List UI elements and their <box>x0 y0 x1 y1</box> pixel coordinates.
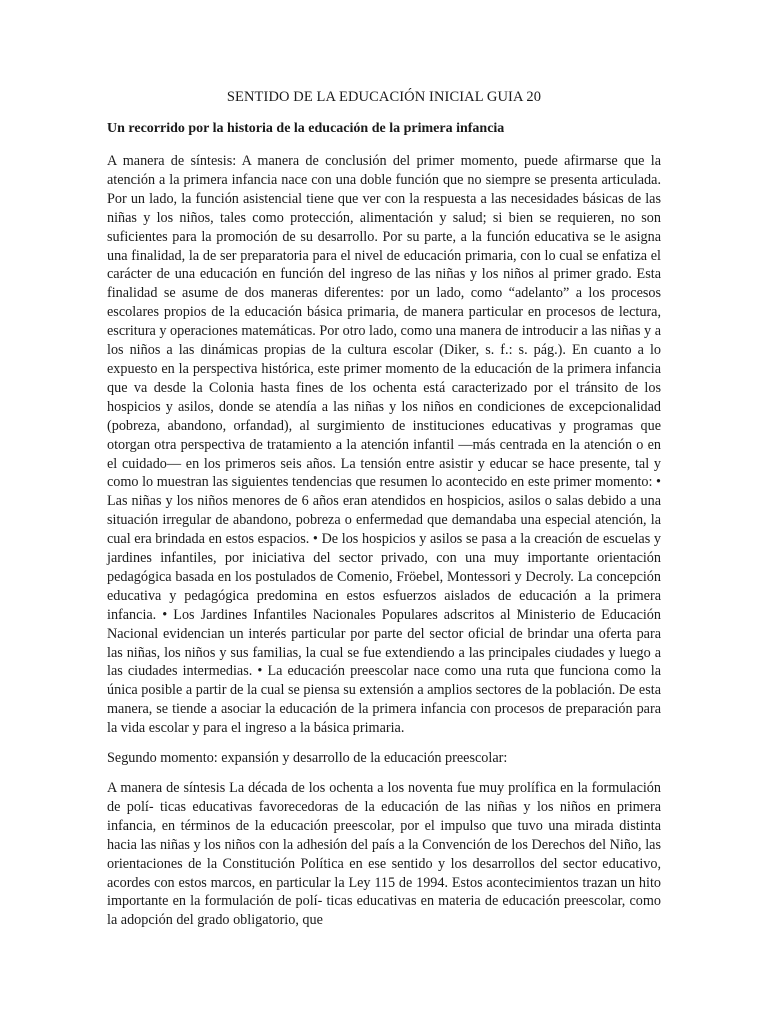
paragraph-second-moment-summary: A manera de síntesis La década de los ochenta a los noventa fue muy prolífica en la formulación de polí- ticas educativas favorecedoras de la educación de las niñas y los niños en primera infancia, en términos de la educación preescolar, por el impulso que tuvo una mirada distinta hacia las niñas y los niños con la adhesión del país a la Convención de los Derechos del Niño, las orientaciones de la Constitución Política en ese sentido y los desarrollos del sector educativo, acordes con estos marcos, en particular la Ley 115 de 1994. Estos acontecimientos trazan un hito importante en la formulación de polí- ticas educativas en materia de educación preescolar, como la adopción del grado obligatorio, que <box>107 780 661 929</box>
paragraph-first-moment-summary: A manera de síntesis: A manera de conclusión del primer momento, puede afirmarse que la atención a la primera infancia nace con una doble función que no siempre se presenta articulada. Por un lado, la función asistencial tiene que ver con la respuesta a las necesidades básicas de las niñas y los niños, tales como protección, alimentación y salud; si bien se requieren, no son suficientes para la promoción de su desarrollo. Por su parte, a la función educativa se le asigna una finalidad, la de ser preparatoria para el nivel de educación primaria, con lo cual se enfatiza el carácter de una educación en función del ingreso de las niñas y los niños al primer grado. Esta finalidad se asume de dos maneras diferentes: por un lado, como “adelanto” a los procesos escolares propios de la educación básica primaria, de manera particular en procesos de lectura, escritura y operaciones matemáticas. Por otro lado, como una manera de introducir a las niñas y a los niños a las dinámicas propias de la cultura escolar (Diker, s. f.: s. pág.). En cuanto a lo expuesto en la perspectiva histórica, este primer momento de la educación de la primera infancia que va desde la Colonia hasta fines de los ochenta está caracterizado por el tránsito de los hospicios y asilos, donde se atendía a las niñas y los niños en condiciones de excepcionalidad (pobreza, abandono, orfandad), al surgimiento de instituciones educativas y programas que otorgan otra perspectiva de tratamiento a la atención infantil —más centrada en la atención o en el cuidado— en los primeros seis años. La tensión entre asistir y educar se hace presente, tal y como lo muestran las siguientes tendencias que resumen lo acontecido en este primer momento: • Las niñas y los niños menores de 6 años eran atendidos en hospicios, asilos o salas debido a una situación irregular de abandono, pobreza o enfermedad que demandaba una especial atención, la cual era brindada en estos espacios. • De los hospicios y asilos se pasa a la creación de escuelas y jardines infantiles, por iniciativa del sector privado, con una muy importante orientación pedagógica basada en los postulados de Comenio, Fröebel, Montessori y Decroly. La concepción educativa y pedagógica predomina en estos esfuerzos aislados de educación a la primera infancia. • Los Jardines Infantiles Nacionales Populares adscritos al Ministerio de Educación Nacional evidencian un interés particular por parte del sector oficial de brindar una oferta para las niñas, los niños y sus familias, la cual se fue extendiendo a las principales ciudades y luego a las ciudades intermedias. • La educación preescolar nace como una ruta que funciona como la única posible a partir de la cual se piensa su extensión a amplios sectores de la población. De esta manera, se tiende a asociar la educación de la primera infancia con procesos de preparación para la vida escolar y para el ingreso a la básica primaria. <box>107 153 661 737</box>
document-page <box>107 88 661 941</box>
second-moment-heading: Segundo momento: expansión y desarrollo de la educación preescolar: <box>107 750 508 767</box>
document-title: SENTIDO DE LA EDUCACIÓN INICIAL GUIA 20 <box>226 89 542 105</box>
section-heading: Un recorrido por la historia de la educación de la primera infancia <box>107 121 505 136</box>
